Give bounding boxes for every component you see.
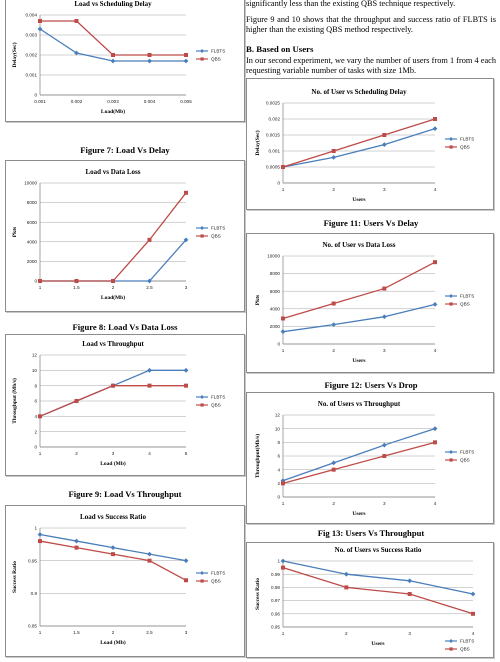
y-tick-label: 4 xyxy=(277,467,280,473)
data-point-flbts xyxy=(344,572,349,577)
chart-svg xyxy=(247,543,493,657)
y-tick-label: 2000 xyxy=(269,324,280,329)
legend-marker xyxy=(449,639,453,643)
chart-load-vs-success-ratio xyxy=(5,505,245,657)
chart-svg xyxy=(6,335,244,475)
y-axis-label: Pkts xyxy=(12,226,18,238)
chart-users-vs-throughput xyxy=(246,392,494,524)
y-axis-label: Success Ratio xyxy=(255,578,261,610)
y-tick-label: 0.95 xyxy=(271,624,280,630)
data-point-qbs xyxy=(38,539,42,543)
y-tick-label: 0 xyxy=(34,444,37,450)
series-line-qbs xyxy=(283,568,473,614)
data-point-qbs xyxy=(38,414,42,418)
legend-label: FLBTS xyxy=(460,638,475,644)
y-tick-label: 2 xyxy=(34,429,37,435)
y-tick-label: 0.002 xyxy=(268,116,280,122)
y-tick-label: 0 xyxy=(277,494,280,500)
x-tick-label: 0.003 xyxy=(107,99,119,104)
x-axis-label: Load (Mb) xyxy=(100,461,126,467)
y-tick-label: 0.002 xyxy=(25,52,37,58)
y-tick-label: 6000 xyxy=(26,219,37,225)
legend-label: FLBTS xyxy=(211,570,226,576)
x-tick-label: 4 xyxy=(471,631,475,636)
y-tick-label: 10 xyxy=(274,426,280,432)
y-tick-label: 0.004 xyxy=(25,12,37,18)
chart-title: No. of User vs Data Loss xyxy=(322,241,396,249)
y-tick-label: 0.96 xyxy=(271,611,280,617)
data-point-qbs xyxy=(382,454,386,458)
data-point-qbs xyxy=(332,468,336,472)
data-point-qbs xyxy=(38,279,42,283)
x-tick-label: 2 xyxy=(332,501,335,506)
y-tick-label: 10 xyxy=(31,367,37,373)
series-line-flbts xyxy=(283,561,473,594)
y-tick-label: 1 xyxy=(34,525,37,531)
y-tick-label: 4000 xyxy=(26,239,37,245)
data-point-flbts xyxy=(184,368,189,373)
legend-label: QBS xyxy=(211,233,221,239)
data-point-qbs xyxy=(281,481,285,485)
data-point-flbts xyxy=(38,532,43,537)
figure-8-caption: Figure 8: Load Vs Data Loss xyxy=(72,322,178,332)
series-line-flbts xyxy=(283,304,435,331)
figure-9-caption: Figure 9: Load Vs Throughput xyxy=(68,489,182,499)
x-tick-label: 2.5 xyxy=(146,285,153,290)
data-point-qbs xyxy=(148,238,152,242)
data-point-qbs xyxy=(184,53,188,57)
data-point-qbs xyxy=(148,53,152,57)
y-tick-label: 1 xyxy=(277,558,280,564)
legend-label: FLBTS xyxy=(460,449,475,455)
x-tick-label: 3 xyxy=(184,630,188,635)
y-tick-label: 0.95 xyxy=(28,558,37,564)
x-tick-label: 2 xyxy=(332,348,335,353)
x-tick-label: 1 xyxy=(38,630,42,635)
data-point-qbs xyxy=(111,552,115,556)
data-point-qbs xyxy=(382,133,386,137)
y-tick-label: 0 xyxy=(34,278,37,284)
chart-title: No. of User vs Scheduling Delay xyxy=(311,88,407,96)
chart-svg xyxy=(6,161,244,311)
data-point-flbts xyxy=(382,314,387,319)
x-tick-label: 2 xyxy=(345,631,348,636)
data-point-flbts xyxy=(281,329,286,334)
legend-marker xyxy=(200,226,204,230)
chart-svg xyxy=(247,234,493,372)
data-point-flbts xyxy=(382,443,387,448)
legend-label: FLBTS xyxy=(460,136,475,142)
chart-title: Load vs Scheduling Delay xyxy=(74,0,152,8)
legend-marker xyxy=(450,458,453,461)
figure-12-caption: Figure 12: Users Vs Drop xyxy=(324,380,418,390)
legend-label: QBS xyxy=(211,578,221,584)
chart-svg xyxy=(6,0,244,121)
y-tick-label: 2 xyxy=(277,480,280,486)
y-tick-label: 0.97 xyxy=(271,598,280,604)
y-tick-label: 6000 xyxy=(269,288,280,294)
legend-marker xyxy=(200,571,204,575)
data-point-qbs xyxy=(75,399,79,403)
y-tick-label: 8 xyxy=(34,383,37,389)
chart-users-vs-success-ratio xyxy=(246,542,494,658)
data-point-qbs xyxy=(344,585,348,589)
data-point-flbts xyxy=(184,558,189,563)
data-point-flbts xyxy=(147,552,152,557)
x-tick-label: 4 xyxy=(433,501,437,506)
y-axis-label: Success Ratio xyxy=(12,561,18,593)
chart-svg xyxy=(247,79,493,209)
legend-label: QBS xyxy=(460,144,470,150)
data-point-qbs xyxy=(433,117,437,121)
legend-marker xyxy=(201,579,204,582)
data-point-qbs xyxy=(471,612,475,616)
data-point-flbts xyxy=(74,539,79,544)
y-tick-label: 4000 xyxy=(269,306,280,312)
chart-users-vs-scheduling-delay xyxy=(246,78,494,210)
x-tick-label: 2 xyxy=(75,451,78,456)
y-tick-label: 0.001 xyxy=(25,72,37,78)
x-tick-label: 0.004 xyxy=(143,99,156,104)
x-tick-label: 1.5 xyxy=(73,285,80,290)
data-point-qbs xyxy=(184,384,188,388)
data-point-qbs xyxy=(408,592,412,596)
y-tick-label: 8000 xyxy=(26,200,37,206)
series-line-qbs xyxy=(283,442,435,483)
legend-label: QBS xyxy=(460,646,470,652)
data-point-qbs xyxy=(38,19,42,23)
intro-line: significantly less than the existing QBS technique respectively. xyxy=(246,0,456,8)
data-point-qbs xyxy=(75,546,79,550)
legend-marker xyxy=(450,647,453,650)
x-tick-label: 0.005 xyxy=(180,99,192,104)
data-point-qbs xyxy=(281,316,285,320)
x-tick-label: 4 xyxy=(148,451,151,456)
chart-load-vs-scheduling-delay xyxy=(5,0,245,122)
figure-13-caption: Fig 13: Users Vs Throughput xyxy=(317,528,425,538)
y-tick-label: 0.98 xyxy=(271,585,280,590)
data-point-flbts xyxy=(111,59,116,64)
y-tick-label: 8000 xyxy=(269,271,280,277)
chart-title: No. of Users vs Success Ratio xyxy=(334,546,422,554)
x-axis-label: Users xyxy=(352,511,366,517)
x-tick-label: 3 xyxy=(383,501,386,506)
x-tick-label: 3 xyxy=(383,348,386,353)
x-tick-label: 1.5 xyxy=(73,630,80,635)
data-point-qbs xyxy=(332,149,336,153)
data-point-qbs xyxy=(281,165,285,169)
data-point-flbts xyxy=(433,302,438,307)
data-point-flbts xyxy=(331,155,336,160)
legend-label: QBS xyxy=(211,402,221,408)
data-point-qbs xyxy=(75,19,79,23)
y-tick-label: 10000 xyxy=(24,180,37,186)
legend-label: FLBTS xyxy=(211,394,226,400)
data-point-qbs xyxy=(75,279,79,283)
legend-marker xyxy=(450,145,453,148)
y-axis-label: Delay(Sec) xyxy=(12,42,18,68)
x-axis-label: Load(Mb) xyxy=(100,295,126,301)
data-point-flbts xyxy=(471,592,476,597)
y-tick-label: 12 xyxy=(31,352,37,358)
y-tick-label: 0.003 xyxy=(25,32,37,38)
legend-marker xyxy=(201,57,204,60)
chart-title: Load vs Data Loss xyxy=(85,168,141,176)
series-line-flbts xyxy=(283,129,435,167)
data-point-flbts xyxy=(331,460,336,465)
data-point-flbts xyxy=(184,59,189,64)
x-tick-label: 0.002 xyxy=(70,99,83,104)
data-point-qbs xyxy=(433,440,437,444)
y-axis-label: Throughput(Mb/s) xyxy=(255,433,261,479)
y-tick-label: 0.0025 xyxy=(265,100,280,106)
x-axis-label: Load (Mb) xyxy=(100,640,126,646)
data-point-flbts xyxy=(407,578,412,583)
paragraph-users-experiment: In our second experiment, we vary the number of users from 1 from 4 each requesting variable number of tasks with size 1Mb. xyxy=(246,56,496,76)
paragraph-throughput-success: Figure 9 and 10 shows that the throughput and success ratio of FLBTS is higher than the existing QBS method respectively. xyxy=(246,15,496,35)
chart-load-vs-throughput xyxy=(5,334,245,476)
data-point-qbs xyxy=(184,191,188,195)
data-point-qbs xyxy=(433,260,437,264)
x-tick-label: 2.5 xyxy=(146,630,153,635)
x-tick-label: 4 xyxy=(433,187,437,192)
x-axis-label: Users xyxy=(371,641,385,647)
series-line-qbs xyxy=(40,21,186,55)
y-tick-label: 0 xyxy=(277,341,280,347)
y-tick-label: 0.85 xyxy=(28,623,37,629)
data-point-qbs xyxy=(332,302,336,306)
series-line-flbts xyxy=(40,240,186,281)
x-tick-label: 1 xyxy=(38,451,42,456)
x-tick-label: 3 xyxy=(383,187,386,192)
data-point-qbs xyxy=(111,279,115,283)
x-tick-label: 3 xyxy=(111,451,115,456)
x-axis-label: Load(Mb) xyxy=(100,109,126,115)
y-tick-label: 0.0005 xyxy=(265,164,280,170)
y-tick-label: 6 xyxy=(277,453,280,459)
figure-7-caption: Figure 7: Load Vs Delay xyxy=(80,145,170,155)
x-tick-label: 1 xyxy=(281,501,285,506)
y-tick-label: 12 xyxy=(274,412,280,418)
data-point-flbts xyxy=(111,545,116,550)
y-tick-label: 0.001 xyxy=(268,148,280,154)
legend-label: QBS xyxy=(460,301,470,307)
data-point-flbts xyxy=(281,559,286,564)
data-point-qbs xyxy=(111,53,115,57)
x-tick-label: 1 xyxy=(281,631,285,636)
legend-label: FLBTS xyxy=(460,293,475,299)
legend-marker xyxy=(201,234,204,237)
y-tick-label: 8 xyxy=(277,439,280,445)
y-tick-label: 4 xyxy=(34,413,37,419)
legend-label: QBS xyxy=(460,457,470,463)
data-point-flbts xyxy=(433,426,438,431)
chart-svg xyxy=(247,393,493,523)
legend-label: QBS xyxy=(211,56,221,62)
series-line-qbs xyxy=(283,119,435,167)
x-tick-label: 1 xyxy=(281,348,285,353)
x-tick-label: 2 xyxy=(111,285,115,290)
series-line-qbs xyxy=(40,193,186,281)
data-point-qbs xyxy=(382,287,386,291)
chart-svg xyxy=(6,506,244,656)
legend-marker xyxy=(201,403,204,406)
legend-label: FLBTS xyxy=(211,48,226,54)
y-tick-label: 2000 xyxy=(26,259,37,264)
legend-marker xyxy=(449,137,453,141)
series-line-flbts xyxy=(283,429,435,481)
x-tick-label: 3 xyxy=(184,285,188,290)
legend-marker xyxy=(450,302,453,305)
data-point-flbts xyxy=(147,368,152,373)
x-tick-label: 1 xyxy=(281,187,285,192)
legend-marker xyxy=(200,395,204,399)
y-tick-label: 0 xyxy=(34,92,37,98)
chart-title: Load vs Success Ratio xyxy=(80,513,146,521)
legend-marker xyxy=(200,49,204,53)
y-axis-label: Pkts xyxy=(255,294,261,306)
data-point-qbs xyxy=(148,384,152,388)
section-heading-users: B. Based on Users xyxy=(246,44,314,54)
x-tick-label: 2 xyxy=(111,630,115,635)
chart-load-vs-data-loss xyxy=(5,160,245,312)
data-point-qbs xyxy=(148,559,152,563)
x-tick-label: 3 xyxy=(408,631,411,636)
y-axis-label: Delay(Sec) xyxy=(255,130,261,156)
legend-label: FLBTS xyxy=(211,225,226,231)
legend-marker xyxy=(449,450,453,454)
y-tick-label: 0.9 xyxy=(30,590,37,596)
x-axis-label: Users xyxy=(352,358,366,364)
figure-11-caption: Figure 11: Users Vs Delay xyxy=(323,218,419,228)
legend-marker xyxy=(449,294,453,298)
chart-title: No. of Users vs Throughput xyxy=(317,400,401,408)
chart-title: Load vs Throughput xyxy=(82,340,144,348)
data-point-qbs xyxy=(184,578,188,582)
y-tick-label: 0 xyxy=(277,180,280,186)
chart-users-vs-data-loss xyxy=(246,233,494,373)
x-axis-label: Users xyxy=(352,197,366,203)
y-tick-label: 6 xyxy=(34,398,37,404)
x-tick-label: 0.001 xyxy=(34,99,46,104)
series-line-flbts xyxy=(40,370,186,416)
x-tick-label: 4 xyxy=(433,348,437,353)
data-point-qbs xyxy=(281,566,285,570)
data-point-qbs xyxy=(111,384,115,388)
y-tick-label: 10000 xyxy=(267,253,280,259)
x-tick-label: 5 xyxy=(184,451,188,456)
data-point-flbts xyxy=(382,142,387,147)
y-tick-label: 0.0015 xyxy=(265,132,280,138)
x-tick-label: 1 xyxy=(38,285,42,290)
y-axis-label: Throughput (Mb/s) xyxy=(12,378,18,424)
data-point-flbts xyxy=(147,59,152,64)
data-point-flbts xyxy=(433,126,438,131)
x-tick-label: 2 xyxy=(332,187,335,192)
y-tick-label: 0.99 xyxy=(271,571,280,577)
